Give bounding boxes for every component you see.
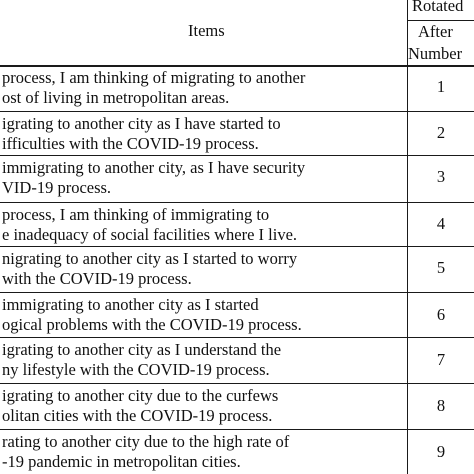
row-number: 6	[436, 305, 446, 324]
row-number: 2	[436, 123, 446, 142]
header-rule-rotated	[408, 20, 474, 21]
row-number: 8	[436, 396, 446, 415]
row-line-2: VID-19 process.	[2, 178, 112, 197]
header-after: After	[418, 22, 453, 41]
row-number: 9	[436, 442, 446, 461]
header-items: Items	[188, 21, 225, 40]
row-divider	[0, 202, 474, 203]
row-line-1: process, I am thinking of migrating to another	[2, 68, 306, 87]
row-line-1: igrating to another city as I understand the	[2, 340, 282, 359]
row-line-2: ost of living in metropolitan areas.	[2, 88, 230, 107]
row-divider	[0, 155, 474, 156]
row-line-2: olitan cities with the COVID-19 process.	[2, 406, 273, 425]
row-line-1: immigrating to another city, as I have security	[2, 158, 306, 177]
row-divider	[0, 429, 474, 430]
row-line-1: process, I am thinking of immigrating to	[2, 205, 270, 224]
row-line-2: ogical problems with the COVID-19 process.	[2, 315, 302, 334]
row-line-1: igrating to another city as I have started to	[2, 114, 281, 133]
row-line-2: with the COVID-19 process.	[2, 269, 192, 288]
row-line-1: nigrating to another city as I started to worry	[2, 249, 298, 268]
header-rotated: Rotated	[412, 0, 464, 15]
row-line-1: rating to another city due to the high rate of	[2, 432, 290, 451]
header-bottom-rule	[0, 65, 474, 67]
row-divider	[0, 111, 474, 112]
row-number: 1	[436, 77, 446, 96]
row-line-2: ifficulties with the COVID-19 process.	[2, 134, 259, 153]
row-number: 4	[436, 214, 446, 233]
row-line-2: -19 pandemic in metropolitan cities.	[2, 452, 241, 471]
row-number: 7	[436, 350, 446, 369]
row-divider	[0, 337, 474, 338]
row-divider	[0, 246, 474, 247]
row-line-2: e inadequacy of social facilities where I live.	[2, 225, 298, 244]
row-line-1: immigrating to another city as I started	[2, 295, 259, 314]
row-number: 3	[436, 167, 446, 186]
row-line-1: igrating to another city due to the curfews	[2, 386, 279, 405]
row-line-2: ny lifestyle with the COVID-19 process.	[2, 360, 270, 379]
row-divider	[0, 292, 474, 293]
row-divider	[0, 383, 474, 384]
header-number: Number	[408, 44, 463, 63]
row-number: 5	[436, 258, 446, 277]
